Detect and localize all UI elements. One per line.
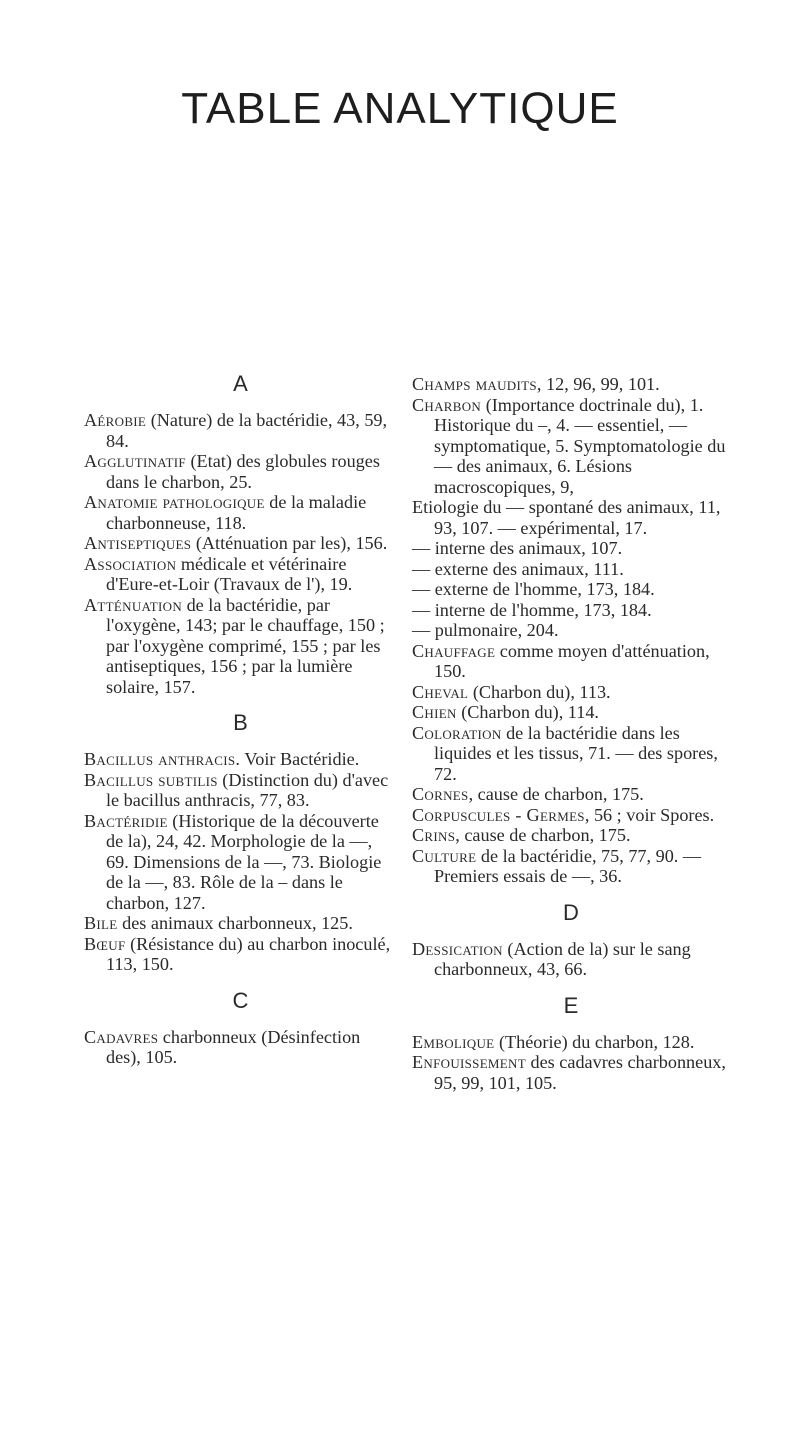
index-entry: Champs maudits, 12, 96, 99, 101.	[412, 374, 660, 394]
index-entry: Chauffage comme moyen d'atténuation, 150.	[412, 640, 710, 681]
index-entry: Enfouissement des cadavres charbonneux, 95, 99, 101, 105.	[412, 1052, 726, 1093]
index-entry: Association médicale et vétérinaire d'Eure-et-Loir (Travaux de l'), 19.	[84, 553, 353, 594]
index-entry: Antiseptiques (Atténuation par les), 156.	[84, 533, 388, 553]
page-title: TABLE ANALYTIQUE	[181, 84, 619, 133]
index-entry: Dessication (Action de la) sur le sang charbonneux, 43, 66.	[412, 938, 691, 979]
index-entry: — interne de l'homme, 173, 184.	[412, 599, 652, 620]
index-entry: Chien (Charbon du), 114.	[412, 702, 599, 722]
index-entry: — pulmonaire, 204.	[412, 620, 559, 640]
index-entry: Bacillus anthracis. Voir Bactéridie.	[84, 749, 360, 769]
index-entry: Bacillus subtilis (Distinction du) d'avec le bacillus anthracis, 77, 83.	[84, 769, 389, 810]
section-letter-e: E	[563, 992, 579, 1018]
index-entry: Culture de la bactéridie, 75, 77, 90. — Premiers essais de —, 36.	[412, 845, 702, 886]
index-entry: — externe de l'homme, 173, 184.	[412, 579, 655, 599]
section-letter-a: A	[233, 371, 248, 396]
index-entry: — externe des animaux, 111.	[412, 558, 624, 579]
index-column-right	[412, 374, 730, 1093]
index-entry: Embolique (Théorie) du charbon, 128.	[412, 1031, 695, 1052]
index-entry: Crins, cause de charbon, 175.	[412, 825, 631, 845]
index-entry: Charbon (Importance doctrinale du), 1. Historique du –, 4. — essentiel, — symptomatique, 5. Symptomatologie du — des animaux, 6. Lésions macroscopiques, 9,	[412, 394, 726, 497]
index-entry: Cadavres charbonneux (Désinfection des), 105.	[84, 1026, 361, 1067]
index-entry: Etiologie du — spontané des animaux, 11, 93, 107. — expérimental, 17.	[412, 497, 721, 538]
index-entry: Bactéridie (Historique de la découverte de la), 24, 42. Morphologie de la —, 69. Dimensions de la —, 73. Biologie de la —, 83. Rôle de la – dans le charbon, 127.	[84, 810, 382, 913]
index-entry: Corpuscules - Germes, 56 ; voir Spores.	[412, 804, 715, 825]
index-entry: Agglutinatif (Etat) des globules rouges dans le charbon, 25.	[84, 451, 380, 492]
index-entry: Aérobie (Nature) de la bactéridie, 43, 59, 84.	[84, 410, 388, 451]
index-entry: Atténuation de la bactéridie, par l'oxygène, 143; par le chauffage, 150 ; par l'oxygène comprimé, 155 ; par les antiseptiques, 156 ; par la lumière solaire, 157.	[84, 594, 385, 697]
index-entry: Cornes, cause de charbon, 175.	[412, 784, 644, 804]
index-column-left	[84, 372, 397, 1068]
section-letter-c: C	[232, 987, 249, 1013]
index-entry: Bile des animaux charbonneux, 125.	[84, 913, 353, 933]
index-entry: Bœuf (Résistance du) au charbon inoculé, 113, 150.	[84, 933, 391, 974]
section-letter-b: B	[233, 710, 248, 735]
index-entry: — interne des animaux, 107.	[412, 538, 623, 558]
index-entry: Anatomie pathologique de la maladie charbonneuse, 118.	[84, 492, 367, 533]
index-entry: Coloration de la bactéridie dans les liquides et les tissus, 71. — des spores, 72.	[412, 722, 718, 784]
section-letter-d: D	[563, 899, 579, 925]
index-entry: Cheval (Charbon du), 113.	[412, 681, 611, 702]
